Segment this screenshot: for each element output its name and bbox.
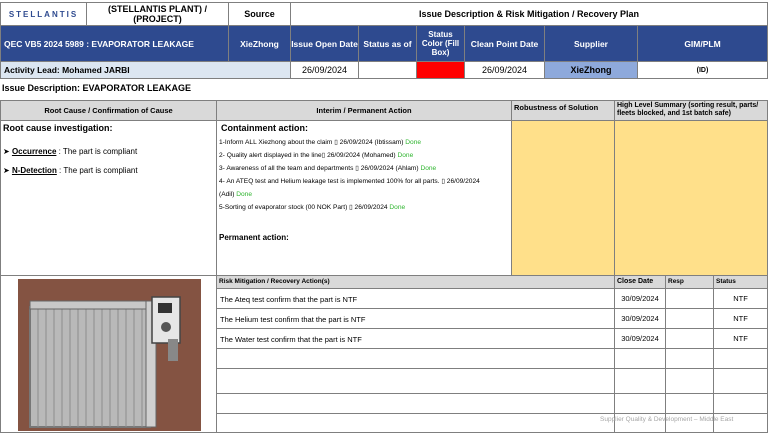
- root-cause-title: Root cause investigation:: [3, 123, 113, 133]
- table-row: [216, 348, 615, 369]
- interim-header: Interim / Permanent Action: [216, 100, 512, 121]
- risk-action-header: Risk Mitigation / Recovery Action(s): [216, 275, 615, 289]
- table-row: [216, 413, 615, 433]
- resp-cell: [665, 368, 714, 394]
- table-row: The Water test confirm that the part is NTF: [216, 328, 615, 349]
- containment-item: 5-Sorting of evaporator stock (00 NOK Part) ▯ 26/09/2024 Done: [219, 204, 406, 211]
- supplier-header: Supplier: [544, 25, 638, 62]
- issue-description: Issue Description: EVAPORATOR LEAKAGE: [2, 83, 192, 93]
- status-cell: NTF: [713, 288, 768, 309]
- root-cause-item: [3, 166, 138, 175]
- interim-body: [216, 120, 512, 276]
- root-cause-body: [0, 120, 217, 276]
- source-header: Source: [228, 2, 291, 26]
- root-cause-item: [3, 147, 137, 156]
- logo-text: STELLANTIS: [8, 9, 79, 19]
- close-date-cell: [614, 393, 666, 414]
- resp-cell: [665, 288, 714, 309]
- root-cause-header: Root Cause / Confirmation of Cause: [0, 100, 217, 121]
- robustness-body: [511, 120, 615, 276]
- status-color-header: Status Color (Fill Box): [416, 25, 465, 62]
- status-cell: NTF: [713, 308, 768, 329]
- qec-title: QEC VB5 2024 5989 : EVAPORATOR LEAKAGE: [0, 25, 229, 62]
- arrow-bullet-icon: ➤: [3, 166, 10, 175]
- status-header: Status: [713, 275, 768, 289]
- supplier-value: XieZhong: [544, 61, 638, 79]
- containment-title: Containment action:: [221, 123, 308, 133]
- containment-item: (Adil) Done: [219, 191, 252, 198]
- open-date-value: 26/09/2024: [290, 61, 359, 79]
- status-cell: [713, 393, 768, 414]
- close-date-cell: [614, 348, 666, 369]
- activity-lead: Activity Lead: Mohamed JARBI: [0, 61, 291, 79]
- resp-cell: [665, 393, 714, 414]
- summary-body: [614, 120, 768, 276]
- robustness-header: Robustness of Solution: [511, 100, 615, 121]
- source-value: XieZhong: [228, 25, 291, 62]
- clean-point-date-value: 26/09/2024: [464, 61, 545, 79]
- n-detection-text: : The part is compliant: [56, 166, 138, 175]
- close-date-cell: 30/09/2024: [614, 288, 666, 309]
- evaporator-photo: [18, 279, 201, 431]
- containment-item: 4- An ATEQ test and Helium leakage test is implemented 100% for all parts. ▯ 26/09/2024: [219, 178, 480, 185]
- table-row: [216, 368, 615, 394]
- n-detection-label: N-Detection: [11, 166, 57, 175]
- gim-id: (ID): [637, 61, 768, 79]
- plan-title: Issue Description & Risk Mitigation / Recovery Plan: [290, 2, 768, 26]
- status-cell: NTF: [713, 328, 768, 349]
- table-row: The Helium test confirm that the part is NTF: [216, 308, 615, 329]
- summary-header: High Level Summary (sorting result, parts/ fleets blocked, and 1st batch safe): [614, 100, 768, 121]
- containment-item: 3- Awareness of all the team and departments ▯ 26/09/2024 (Ahlam) Done: [219, 165, 437, 172]
- status-as-of-value: [358, 61, 417, 79]
- footer-text: Supplier Quality & Development – Middle East: [600, 416, 734, 423]
- containment-list: [219, 136, 511, 214]
- arrow-bullet-icon: ➤: [3, 147, 10, 156]
- close-date-cell: [614, 368, 666, 394]
- clean-point-date-header: Clean Point Date: [464, 25, 545, 62]
- resp-cell: [665, 348, 714, 369]
- containment-item: 1-Inform ALL Xiezhong about the claim ▯ 26/09/2024 (Ibtissam) Done: [219, 139, 422, 146]
- containment-item: 2- Quality alert displayed in the line▯ 26/09/2024 (Mohamed) Done: [219, 152, 414, 159]
- photo-frame: [0, 275, 217, 433]
- status-fill-box: [416, 61, 465, 79]
- status-as-of-header: Status as of: [358, 25, 417, 62]
- status-cell: [713, 368, 768, 394]
- issue-open-date-header: Issue Open Date: [290, 25, 359, 62]
- close-date-cell: 30/09/2024: [614, 328, 666, 349]
- table-row: [216, 393, 615, 414]
- status-cell: [713, 348, 768, 369]
- occurrence-label: Occurrence: [11, 147, 57, 156]
- resp-cell: [665, 308, 714, 329]
- resp-header: Resp: [665, 275, 714, 289]
- close-date-cell: 30/09/2024: [614, 308, 666, 329]
- table-row: The Ateq test confirm that the part is NTF: [216, 288, 615, 309]
- permanent-action-title: Permanent action:: [219, 233, 289, 242]
- resp-cell: [665, 328, 714, 349]
- close-date-header: Close Date: [614, 275, 666, 289]
- plant-project-cell: (STELLANTIS PLANT) / (PROJECT): [86, 2, 229, 26]
- gim-plm-header: GIM/PLM: [637, 25, 768, 62]
- occurrence-text: : The part is compliant: [56, 147, 138, 156]
- stellantis-logo: [0, 2, 87, 26]
